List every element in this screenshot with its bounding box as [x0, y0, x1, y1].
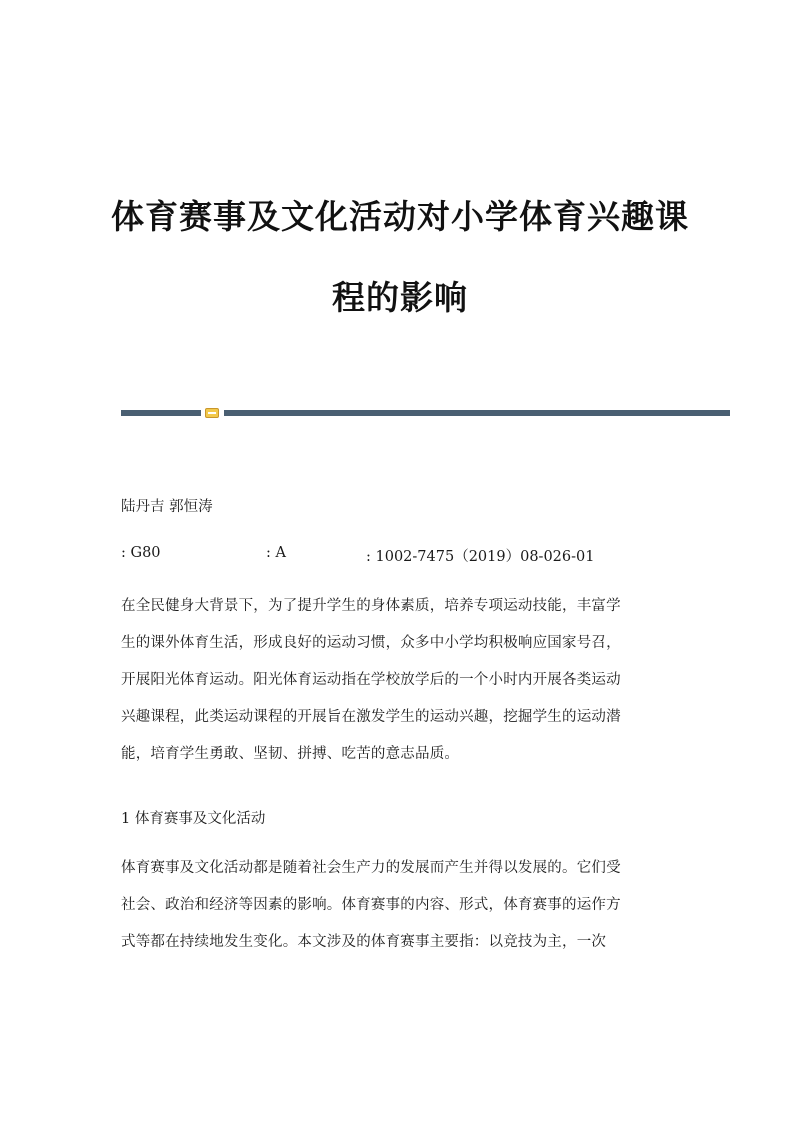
- divider-bar-left: [121, 410, 201, 416]
- body-line: 体育赛事及文化活动都是随着社会生产力的发展而产生并得以发展的。它们受: [121, 860, 621, 876]
- divider-bar-right: [224, 410, 730, 416]
- body-line: 式等都在持续地发生变化。本文涉及的体育赛事主要指：以竞技为主，一次: [121, 934, 607, 950]
- section-heading: 1 体育赛事及文化活动: [121, 811, 266, 827]
- document-icon: [205, 408, 219, 418]
- abstract-line: 开展阳光体育运动。阳光体育运动指在学校放学后的一个小时内开展各类运动: [121, 672, 621, 688]
- authors: 陆丹吉 郭恒涛: [121, 499, 213, 515]
- abstract-line: 在全民健身大背景下，为了提升学生的身体素质，培养专项运动技能，丰富学: [121, 598, 621, 614]
- page-title-line-1: 体育赛事及文化活动对小学体育兴趣课: [111, 197, 689, 236]
- page-title-line-2: 程的影响: [332, 278, 468, 317]
- title-divider: [121, 409, 730, 417]
- abstract-line: 兴趣课程，此类运动课程的开展旨在激发学生的运动兴趣，挖掘学生的运动潜: [121, 709, 621, 725]
- body-line: 社会、政治和经济等因素的影响。体育赛事的内容、形式，体育赛事的运作方: [121, 897, 621, 913]
- document-code: : A: [266, 545, 286, 561]
- article-id: : 1002-7475（2019）08-026-01: [366, 549, 595, 565]
- clc-number: : G80: [121, 545, 161, 561]
- abstract-line: 生的课外体育生活，形成良好的运动习惯，众多中小学均积极响应国家号召，: [121, 635, 621, 651]
- abstract-line: 能，培育学生勇敢、坚韧、拼搏、吃苦的意志品质。: [121, 746, 460, 762]
